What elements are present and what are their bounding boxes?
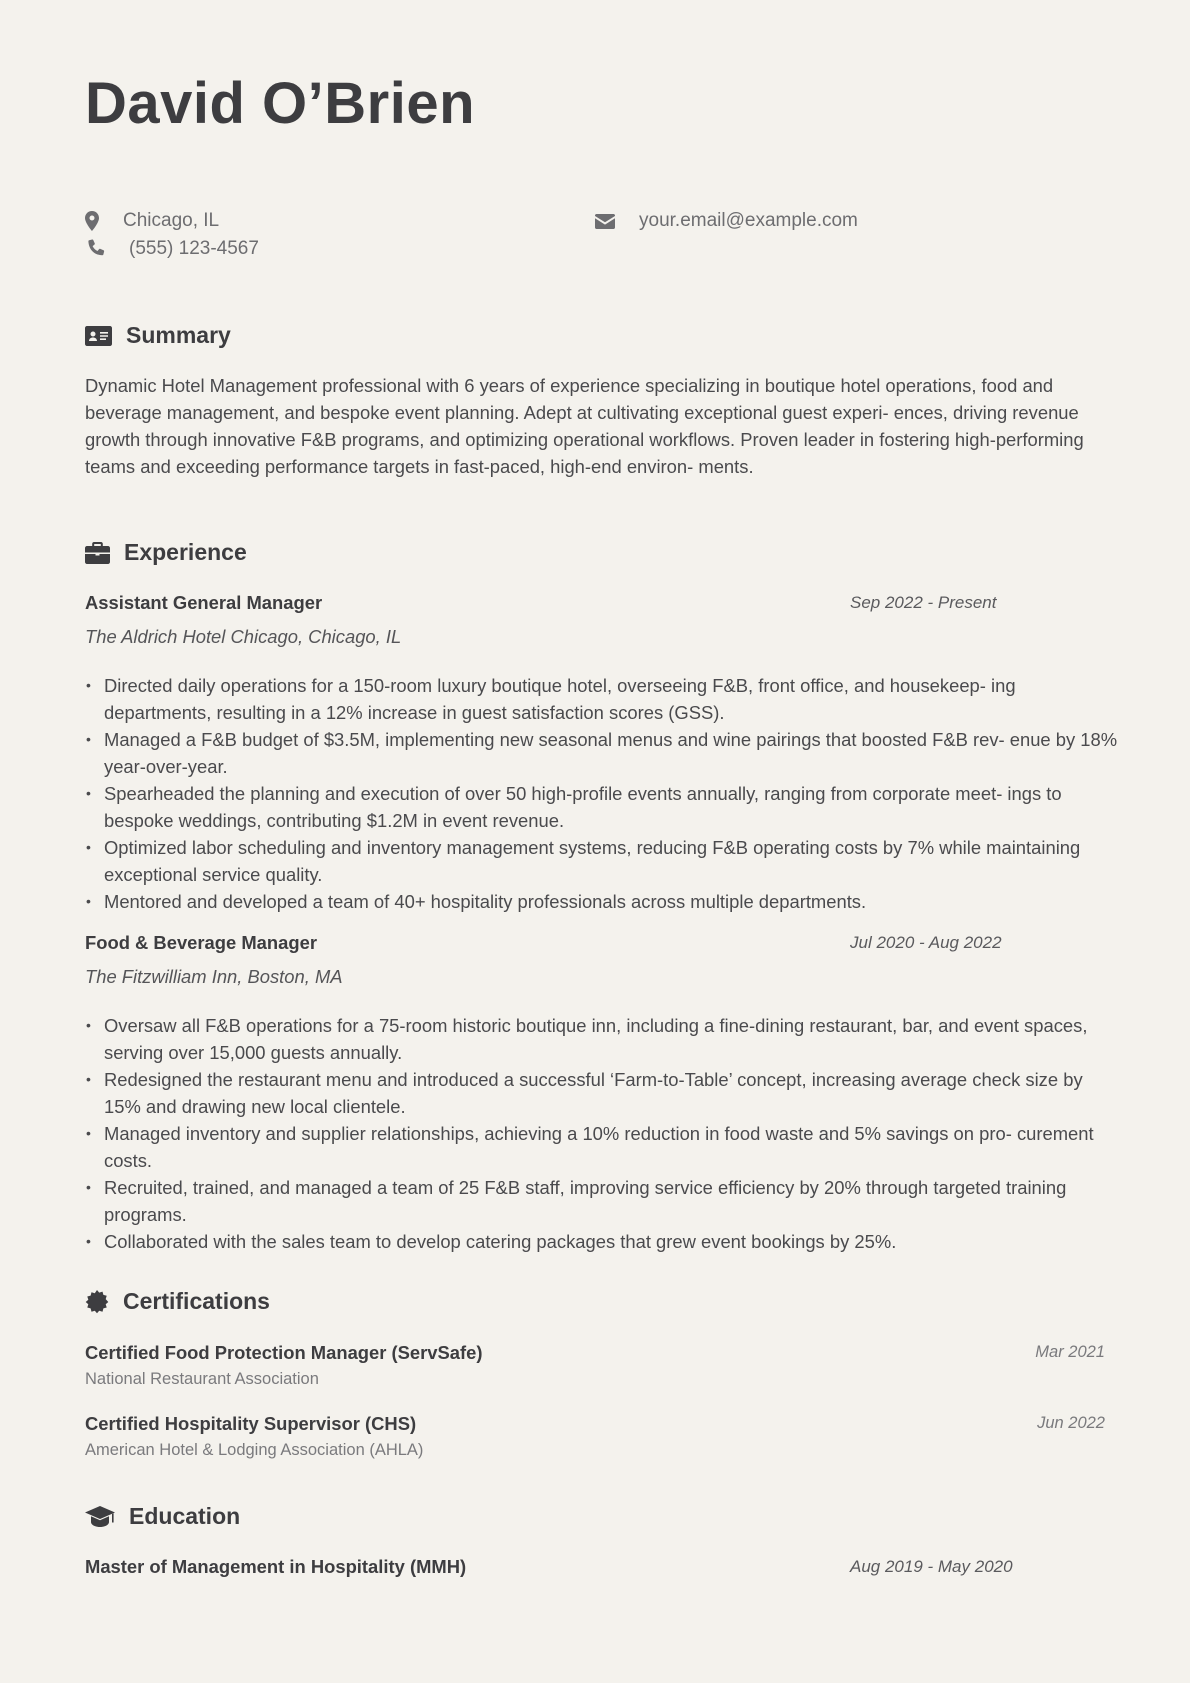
job-bullets [85, 1012, 1124, 1255]
experience-heading-label: Experience [124, 539, 247, 565]
summary-heading-label: Summary [126, 322, 231, 348]
envelope-icon [595, 214, 615, 229]
summary-heading [85, 322, 231, 349]
cert-date: Mar 2021 [1035, 1343, 1105, 1361]
cert-date: Jun 2022 [1037, 1414, 1105, 1432]
phone-text: (555) 123-4567 [129, 238, 259, 259]
job-dates: Sep 2022 - Present [850, 593, 997, 612]
job-dates: Jul 2020 - Aug 2022 [850, 933, 1002, 952]
bullet-item: • Mentored and developed a team of 40+ hospitality professionals across multiple departments. [104, 888, 1124, 915]
briefcase-icon [85, 542, 110, 564]
job-bullets [85, 672, 1124, 915]
contact-phone [85, 238, 259, 260]
education-heading-label: Education [129, 1503, 241, 1529]
location-text: Chicago, IL [123, 210, 220, 231]
bullet-item: • Redesigned the restaurant menu and introduced a successful ‘Farm-to-Table’ concept, increasing average check size by 15% and drawing new local clientele. [104, 1066, 1124, 1120]
experience-heading [85, 539, 247, 566]
cert-name: Certified Food Protection Manager (ServSafe) [85, 1342, 483, 1363]
graduation-cap-icon [85, 1506, 115, 1528]
degree-dates: Aug 2019 - May 2020 [850, 1557, 1013, 1576]
summary-text: Dynamic Hotel Management professional with 6 years of experience specializing in boutique hotel operations, food and beverage management, and bespoke event planning. Adept at cultivating exceptional guest experi- ences, driving revenue growth through innovative F&B programs, and optimizing operational workflows. Proven leader in fostering high-performing teams and exceeding performance targets in fast-paced, high-end environ- ments. [85, 375, 1084, 477]
id-card-icon [85, 326, 112, 346]
degree-title: Master of Management in Hospitality (MMH) [85, 1556, 467, 1577]
education-heading [85, 1503, 240, 1530]
certifications-heading-label: Certifications [123, 1288, 270, 1314]
email-text: your.email@example.com [639, 210, 858, 231]
certifications-heading [85, 1288, 270, 1315]
map-marker-icon [85, 211, 99, 231]
cert-organization: National Restaurant Association [85, 1370, 319, 1388]
candidate-name: David O’Brien [85, 71, 476, 136]
certificate-icon [85, 1290, 109, 1314]
cert-name: Certified Hospitality Supervisor (CHS) [85, 1413, 417, 1434]
contact-email [595, 210, 858, 232]
bullet-item: • Optimized labor scheduling and inventory management systems, reducing F&B operating costs by 7% while maintaining exceptional service quality. [104, 834, 1124, 888]
job-title: Assistant General Manager [85, 592, 323, 613]
job-organization: The Fitzwilliam Inn, Boston, MA [85, 966, 343, 987]
contact-location [85, 210, 219, 232]
bullet-item: • Collaborated with the sales team to develop catering packages that grew event bookings by 25%. [104, 1228, 1124, 1255]
cert-organization: American Hotel & Lodging Association (AHLA) [85, 1441, 424, 1459]
bullet-item: • Directed daily operations for a 150-room luxury boutique hotel, overseeing F&B, front office, and housekeep- ing departments, resulting in a 12% increase in guest satisfaction scores (GSS). [104, 672, 1124, 726]
bullet-item: • Managed a F&B budget of $3.5M, implementing new seasonal menus and wine pairings that boosted F&B rev- enue by 18% year-over-year. [104, 726, 1124, 780]
bullet-item: • Recruited, trained, and managed a team of 25 F&B staff, improving service efficiency by 20% through targeted training programs. [104, 1174, 1124, 1228]
phone-icon [85, 239, 105, 259]
bullet-item: • Oversaw all F&B operations for a 75-room historic boutique inn, including a fine-dining restaurant, bar, and event spaces, serving over 15,000 guests annually. [104, 1012, 1124, 1066]
job-organization: The Aldrich Hotel Chicago, Chicago, IL [85, 626, 402, 647]
bullet-item: • Spearheaded the planning and execution of over 50 high-profile events annually, ranging from corporate meet- ings to bespoke weddings, contributing $1.2M in event revenue. [104, 780, 1124, 834]
bullet-item: • Managed inventory and supplier relationships, achieving a 10% reduction in food waste and 5% savings on pro- curement costs. [104, 1120, 1124, 1174]
job-title: Food & Beverage Manager [85, 932, 317, 953]
